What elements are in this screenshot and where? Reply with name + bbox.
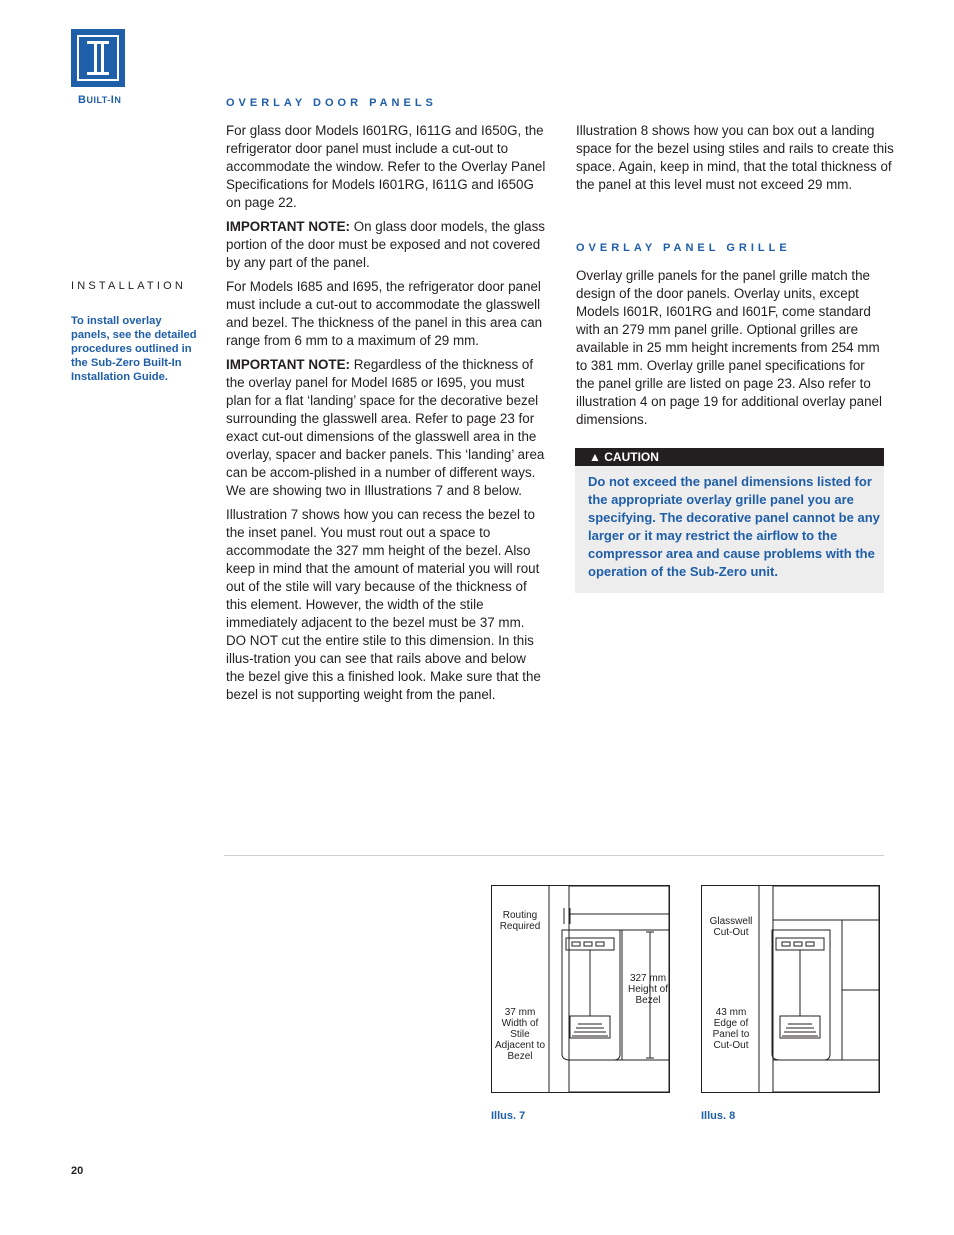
brand-label: BUILT-IN xyxy=(78,94,122,106)
sidebar-note: To install overlay panels, see the detailed procedures outlined in the Sub-Zero Built-In Installation Guide. xyxy=(71,315,197,383)
caution-text: Do not exceed the panel dimensions listed for the appropriate overlay grille panel you are specifying. The decorative panel cannot be any larger or it may restrict the airflow to the compressor area and cause problems with the operation of the Sub-Zero unit. xyxy=(588,474,880,579)
label-edge-to-cutout: 43 mm Edge of Panel to Cut-Out xyxy=(712,1007,750,1051)
paragraph: Illustration 7 shows how you can recess the bezel to the inset panel. You must rout out a space to accommodate the 327 mm height of the bezel. Also keep in mind that the amount of material you will rout out of the stile will vary because of the thickness of this element. However, the width of the stile immediately adjacent to the bezel must be 37 mm. DO NOT cut the entire stile to this dimension. In this illus-tration you can see that rails above and below the bezel give this a finished look. Make sure that the bezel is not supporting weight from the panel. xyxy=(226,507,541,702)
paragraph: Illustration 8 shows how you can box out a landing space for the bezel using stiles and rails to create this space. Again, keep in mind, that the total thickness of the panel at this level must not exceed 29 mm. xyxy=(576,123,894,192)
section-heading-overlay-panel-grille: OVERLAY PANEL GRILLE xyxy=(576,242,791,254)
paragraph: Overlay grille panels for the panel grille match the design of the door panels. Overlay units, except Models I601R, I601RG and I601F, come standard with an 279 mm panel grille. Optional grilles are available in 25 mm height increments from 254 mm to 381 mm. Overlay grille panel specifications for the panel grille are listed on page 23. Also refer to illustration 4 on page 19 for additional overlay panel dimensions. xyxy=(576,268,882,427)
paragraph: IMPORTANT NOTE: On glass door models, the glass portion of the door must be exposed and not covered by any part of the panel. xyxy=(226,219,545,270)
section-heading-overlay-door-panels: OVERLAY DOOR PANELS xyxy=(226,97,437,109)
illustration-8 xyxy=(701,885,880,1093)
paragraph: For Models I685 and I695, the refrigerator door panel must include a cut-out to accommodate the glasswell and bezel. The thickness of the panel in this area can range from 6 mm to a maximum of 29 mm. xyxy=(226,279,543,348)
divider xyxy=(224,855,884,856)
illustration-8-caption: Illus. 8 xyxy=(701,1110,736,1122)
paragraph: For glass door Models I601RG, I611G and I650G, the refrigerator door panel must include a cut-out to accommodate the window. Refer to the Overlay Panel Specifications for Models I601RG, I611G and I650G on page 22. xyxy=(226,123,546,210)
warning-icon: ▲ xyxy=(589,450,601,464)
brand-logo xyxy=(71,29,125,87)
label-stile-width: 37 mm Width of Stile Adjacent to Bezel xyxy=(494,1007,546,1062)
column-1 xyxy=(226,122,546,710)
label-routing-required: Routing Required xyxy=(499,910,541,932)
column-2-bottom xyxy=(576,267,886,435)
label-bezel-height: 327 mm Height of Bezel xyxy=(627,973,669,1006)
caution-box xyxy=(575,448,884,593)
caution-header: ▲ CAUTION xyxy=(575,448,884,466)
label-glasswell-cutout: Glasswell Cut-Out xyxy=(709,916,753,938)
paragraph: IMPORTANT NOTE: Regardless of the thickness of the overlay panel for Model I685 or I695, you must plan for a flat ‘landing’ space for the decorative bezel surrounding the glasswell area. Refer to page 23 for exact cut-out dimensions of the glasswell area in the overlay, spacer and backer panels. This ‘landing’ area can be accom-plished in a number of different ways. We are showing two in Illustrations 7 and 8 below. xyxy=(226,357,545,498)
sidebar-label: INSTALLATION xyxy=(71,280,187,292)
illustration-7 xyxy=(491,885,670,1093)
illustration-7-caption: Illus. 7 xyxy=(491,1110,526,1122)
important-note-label: IMPORTANT NOTE: xyxy=(226,219,350,234)
logo-frame xyxy=(77,35,119,81)
page-number: 20 xyxy=(71,1165,84,1177)
column-2-top xyxy=(576,122,896,200)
important-note-label: IMPORTANT NOTE: xyxy=(226,357,350,372)
